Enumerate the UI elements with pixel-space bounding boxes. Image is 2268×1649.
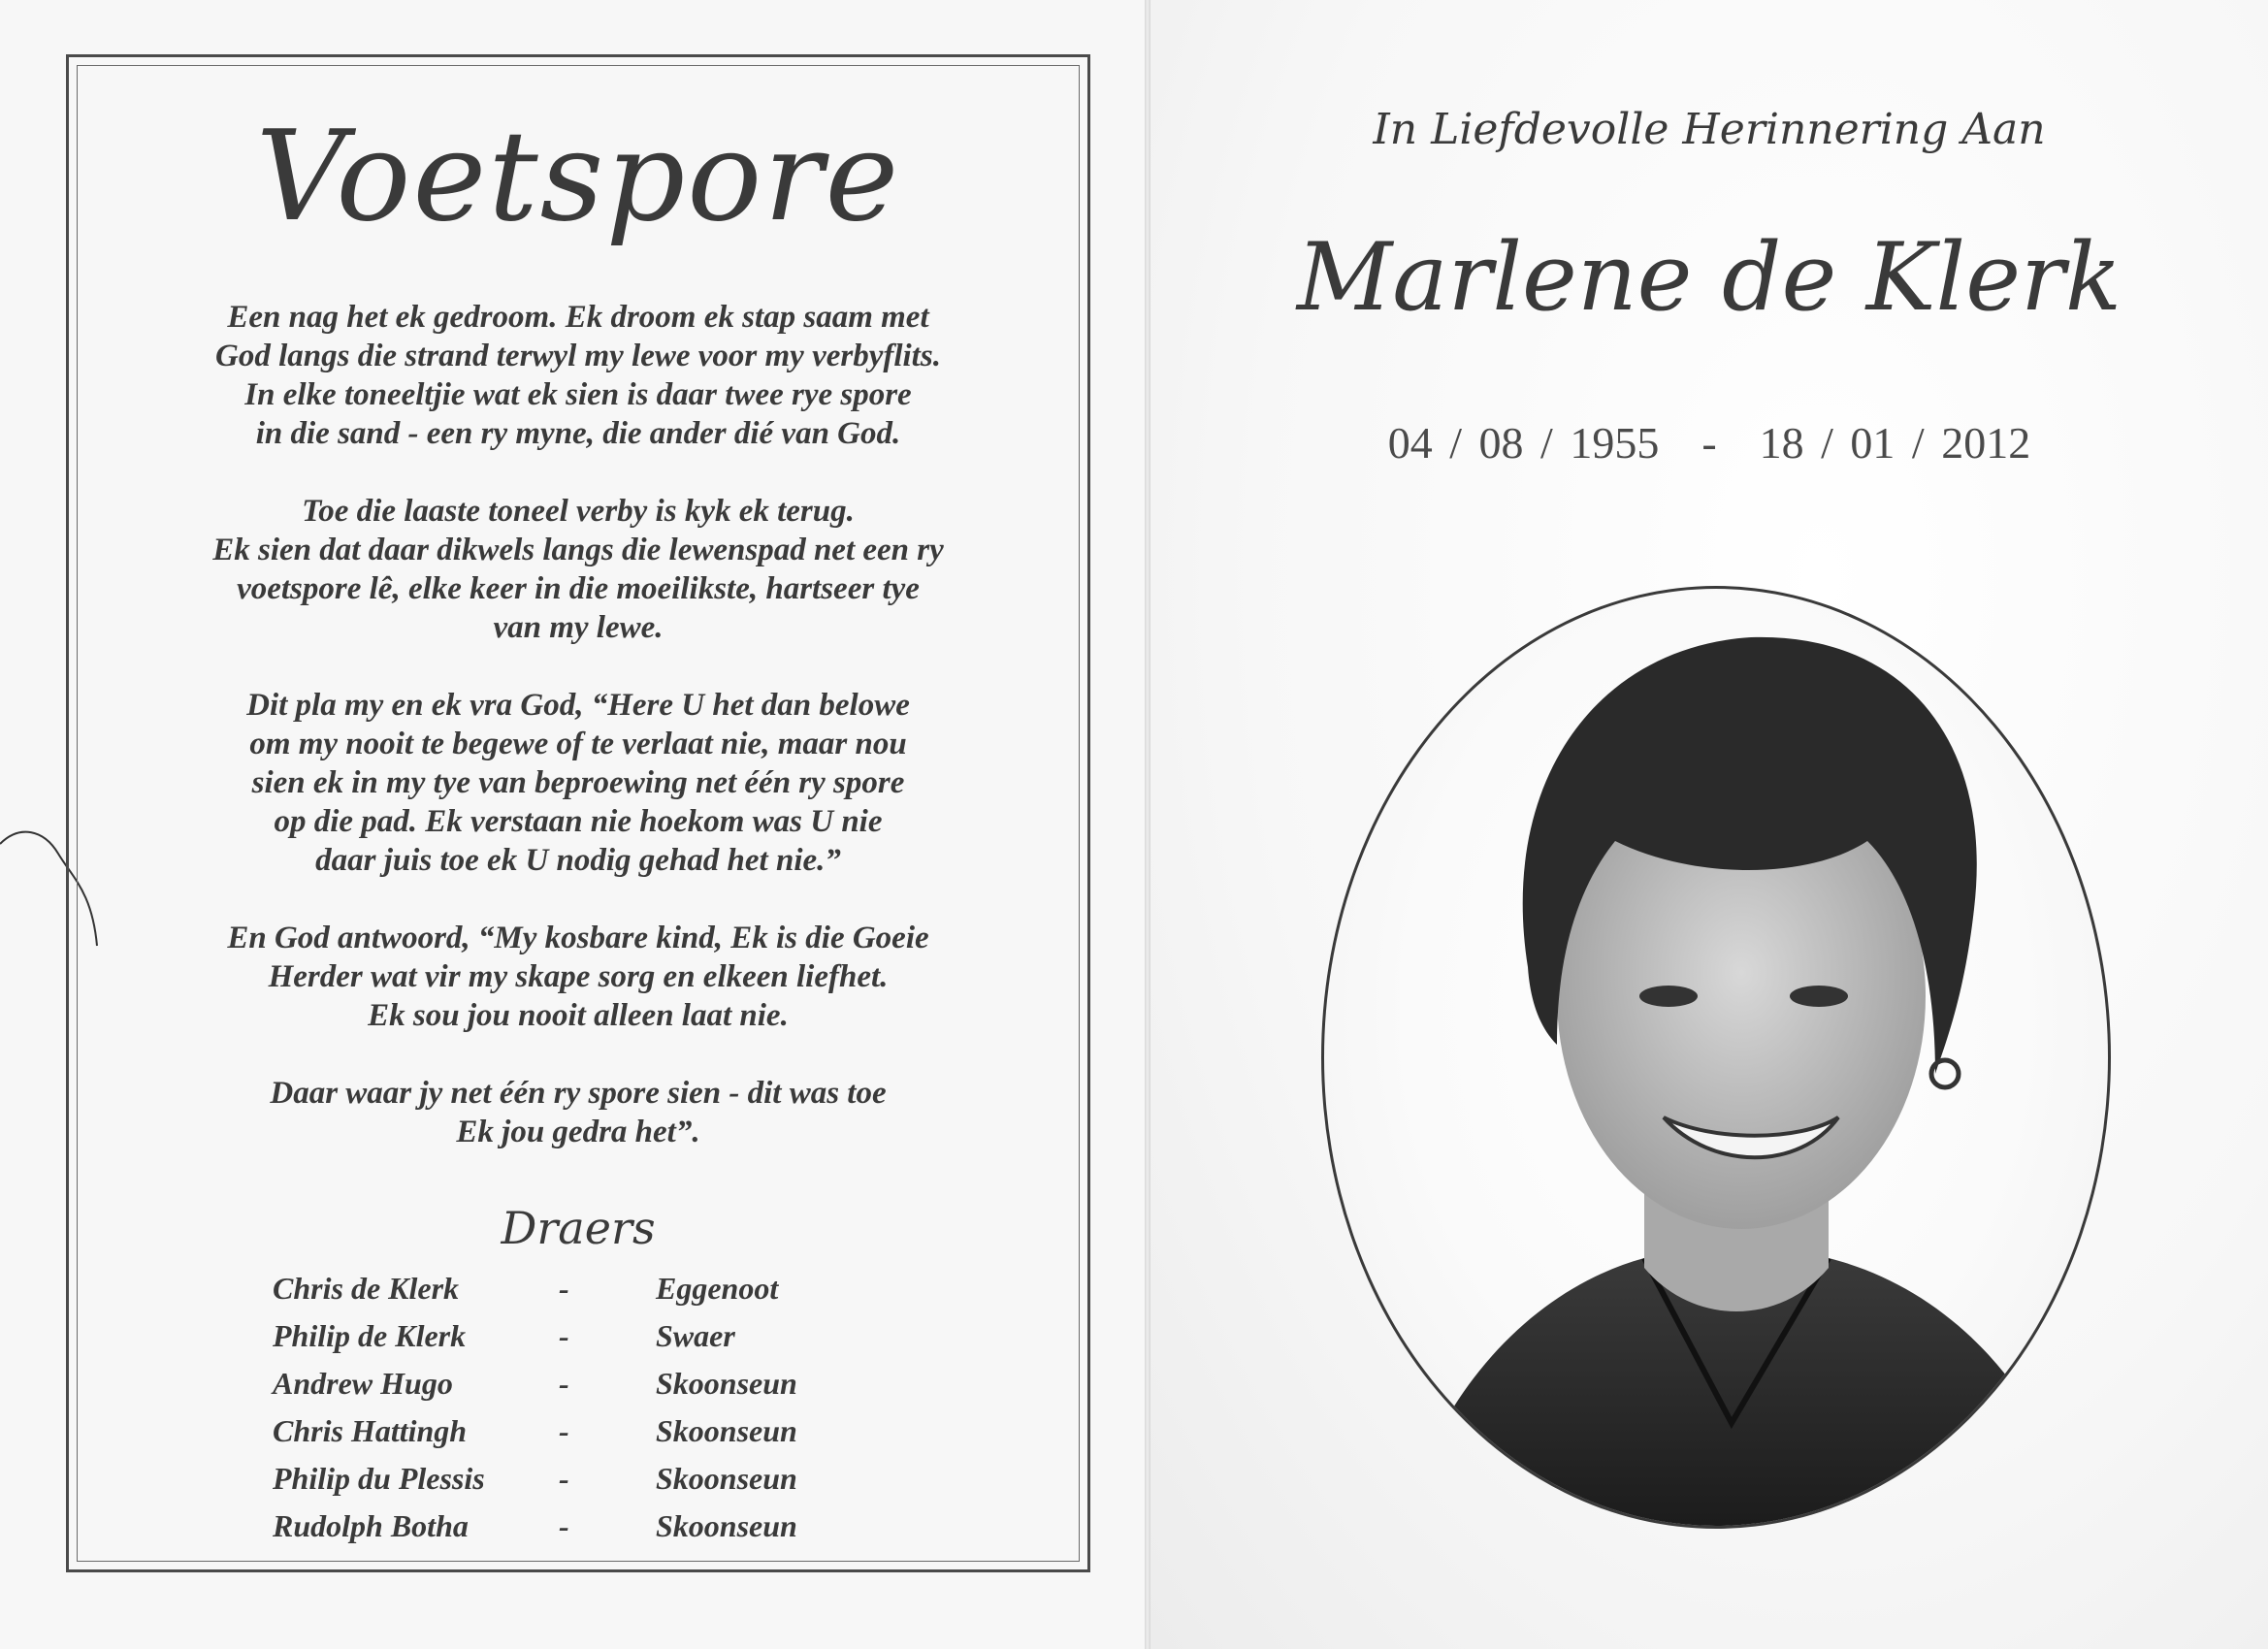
bearer-dash: -: [559, 1461, 569, 1496]
memory-line: In Liefdevolle Herinnering Aan: [1373, 105, 2046, 154]
poem-stanza: Een nag het ek gedroom. Ek droom ek stap saam met God langs die strand terwyl my lewe voor my verbyflits. In elke toneeltjie wat ek sien is daar twee rye spore in die sand - een ry myne, die ander dié van God.: [215, 300, 941, 451]
right-page: [1150, 0, 2268, 1649]
bearers-title: Draers: [501, 1202, 656, 1254]
poem-frame: [66, 54, 1090, 1572]
poem-title: Voetspore: [255, 105, 901, 249]
bearer-relation: Skoonseun: [656, 1413, 797, 1448]
bearer-name: Andrew Hugo: [273, 1366, 453, 1401]
bearer-dash: -: [559, 1508, 569, 1543]
bearer-dash: -: [559, 1318, 569, 1353]
bearer-relation: Eggenoot: [656, 1271, 779, 1306]
bearer-dash: -: [559, 1271, 569, 1306]
birth-date: 04 / 08 / 1955: [1387, 418, 1660, 468]
bearer-name: Chris de Klerk: [273, 1271, 460, 1306]
poem-text: [127, 298, 1029, 1190]
bearer-row: [273, 1407, 893, 1455]
bearer-dash: -: [559, 1413, 569, 1448]
bearer-name: Rudolph Botha: [273, 1508, 469, 1543]
bearer-relation: Skoonseun: [656, 1461, 797, 1496]
bearer-row: [273, 1360, 893, 1407]
bearer-relation: Skoonseun: [656, 1508, 797, 1543]
date-separator: -: [1701, 418, 1717, 468]
deceased-name: Marlene de Klerk: [1296, 223, 2122, 332]
bearer-relation: Skoonseun: [656, 1366, 797, 1401]
poem-stanza: Dit pla my en ek vra God, “Here U het dan belowe om my nooit te begewe of te verlaat nie, maar nou sien ek in my tye van beproewing net één ry spore op die pad. Ek verstaan nie hoekom was U nie daar juis toe ek U nodig gehad het nie.”: [246, 688, 910, 878]
portrait-oval: [1321, 586, 2111, 1529]
bearer-row: [273, 1455, 893, 1503]
death-date: 18 / 01 / 2012: [1759, 418, 2031, 468]
poem-stanza: En God antwoord, “My kosbare kind, Ek is die Goeie Herder wat vir my skape sorg en elkeen liefhet. Ek sou jou nooit alleen laat nie.: [227, 921, 929, 1033]
poem-stanza: Daar waar jy net één ry spore sien - dit was toe Ek jou gedra het”.: [270, 1076, 887, 1149]
bearer-relation: Swaer: [656, 1318, 735, 1353]
poem-stanza: Toe die laaste toneel verby is kyk ek terug. Ek sien dat daar dikwels langs die lewenspad net een ry voetspore lê, elke keer in die moeilikste, hartseer tye van my lewe.: [212, 494, 944, 645]
bearer-name: Chris Hattingh: [273, 1413, 468, 1448]
bearer-row: [273, 1312, 893, 1360]
bearer-name: Philip du Plessis: [273, 1461, 485, 1496]
bearer-dash: -: [559, 1366, 569, 1401]
bearer-name: Philip de Klerk: [273, 1318, 467, 1353]
life-dates: [1150, 417, 2268, 469]
bearers-list: [273, 1265, 893, 1550]
portrait-photo: [1324, 589, 2108, 1526]
bearer-row: [273, 1265, 893, 1312]
bearer-row: [273, 1503, 893, 1550]
